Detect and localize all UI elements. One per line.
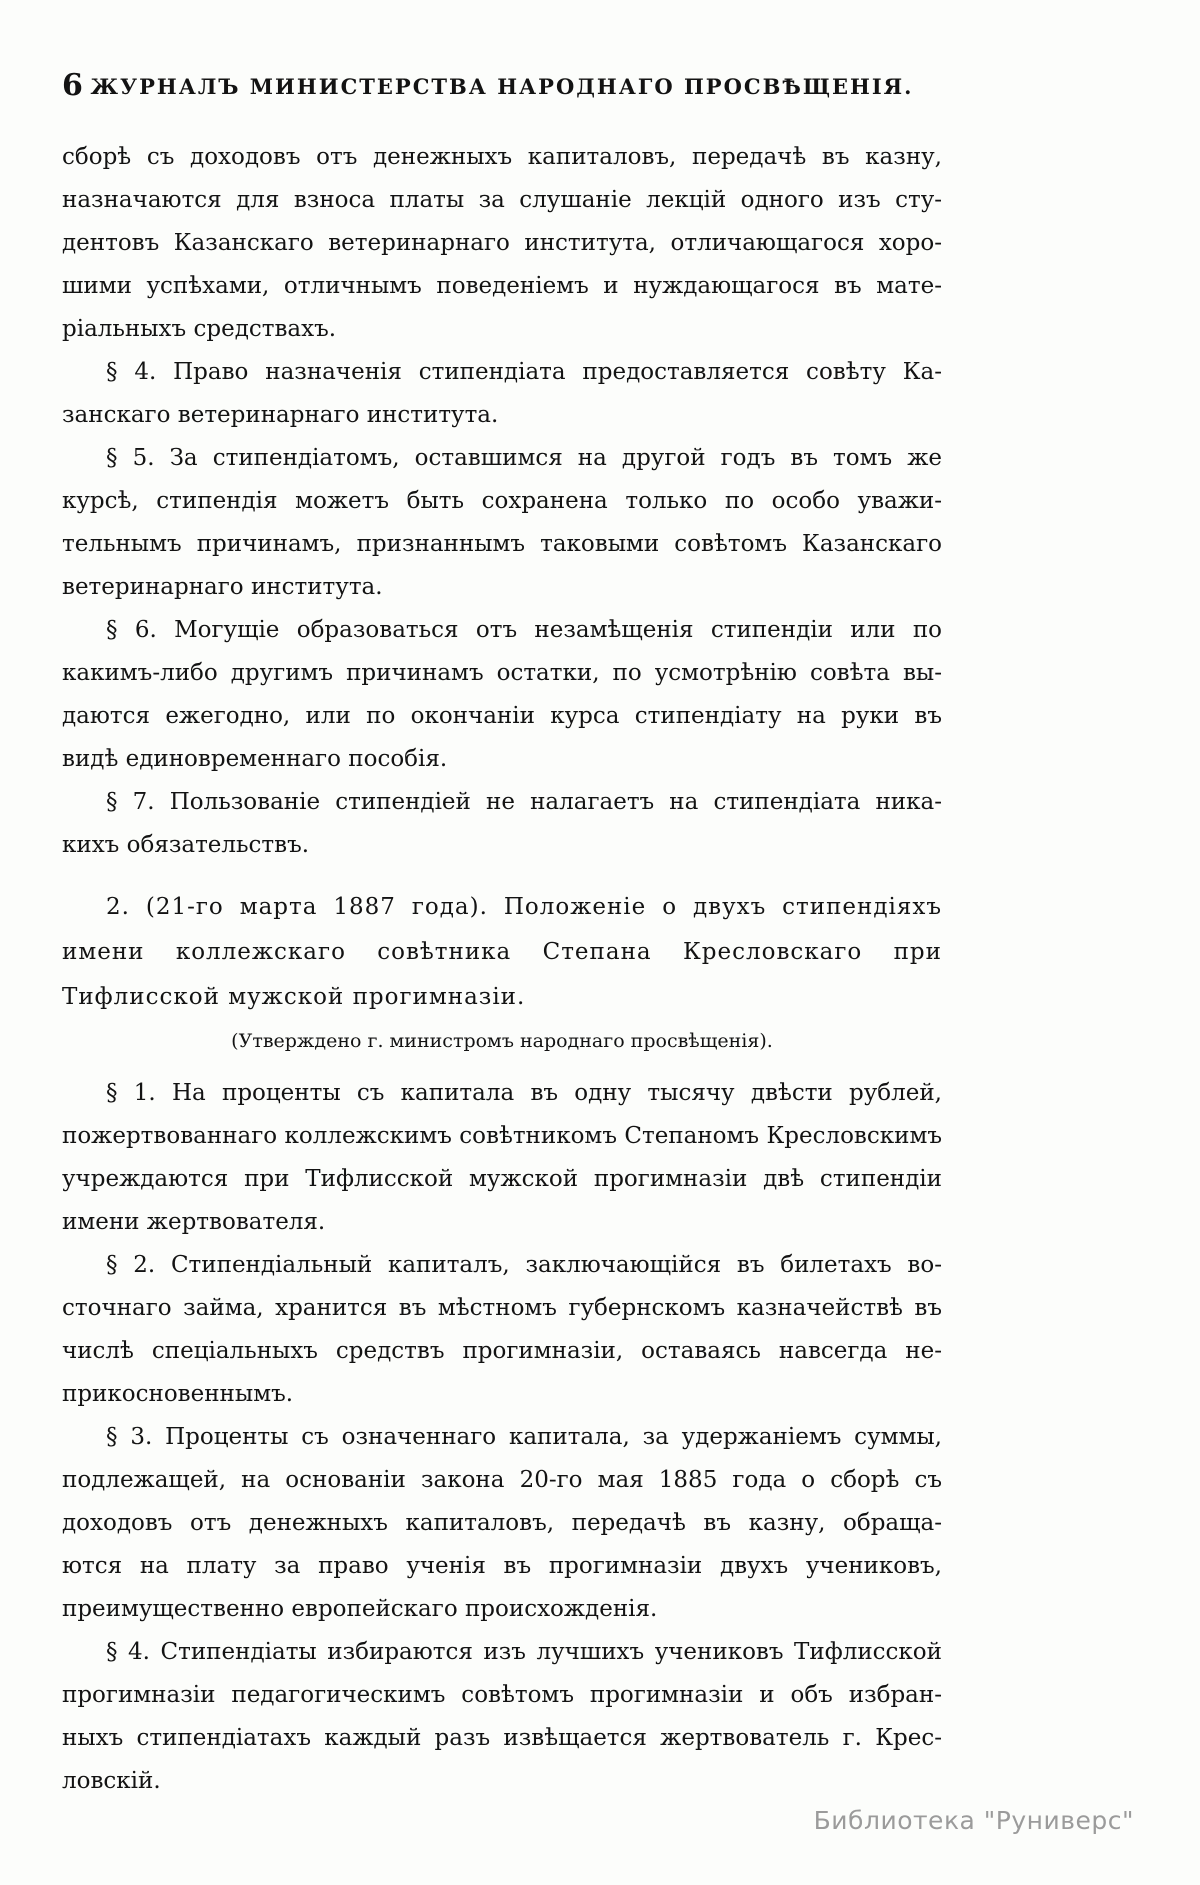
text-line: Тифлисской мужской прогимназіи. bbox=[62, 984, 526, 1010]
section-heading bbox=[62, 885, 942, 1020]
text-line: пожертвованнаго коллежскимъ совѣтникомъ Степаномъ Кресловскимъ bbox=[62, 1123, 942, 1149]
text-line: § 4. Право назначенія стипендіата предоставляется совѣту Ка- bbox=[106, 359, 942, 385]
text-column bbox=[62, 136, 942, 1803]
text-line: какимъ-либо другимъ причинамъ остатки, по усмотрѣнію совѣта вы- bbox=[62, 660, 942, 686]
text-line: прикосновеннымъ. bbox=[62, 1381, 294, 1407]
text-line: шими успѣхами, отличнымъ поведеніемъ и нуждающагося въ мате- bbox=[62, 273, 942, 299]
paragraph bbox=[62, 136, 942, 351]
paragraph bbox=[62, 609, 942, 781]
text-line: прогимназіи педагогическимъ совѣтомъ прогимназіи и объ избран- bbox=[62, 1682, 942, 1708]
paragraph bbox=[62, 1416, 942, 1631]
paragraph bbox=[62, 1631, 942, 1803]
page-header bbox=[0, 0, 1200, 106]
paragraph bbox=[62, 1244, 942, 1416]
page-number: 6 bbox=[62, 68, 83, 103]
approval-note bbox=[62, 1028, 942, 1054]
text-line: (Утверждено г. министромъ народнаго просвѣщенія). bbox=[231, 1030, 773, 1052]
text-line: видѣ единовременнаго пособія. bbox=[62, 746, 448, 772]
paragraph bbox=[62, 437, 942, 609]
text-line: числѣ спеціальныхъ средствъ прогимназіи, оставаясь навсегда не- bbox=[62, 1338, 942, 1364]
text-line: сборѣ съ доходовъ отъ денежныхъ капиталовъ, передачѣ въ казну, bbox=[62, 144, 942, 170]
text-line: § 7. Пользованіе стипендіей не налагаетъ на стипендіата ника- bbox=[106, 789, 942, 815]
text-line: тельнымъ причинамъ, признаннымъ таковыми совѣтомъ Казанскаго bbox=[62, 531, 942, 557]
text-line: § 4. Стипендіаты избираются изъ лучшихъ учениковъ Тифлисской bbox=[106, 1639, 942, 1665]
text-line: § 1. На проценты съ капитала въ одну тысячу двѣсти рублей, bbox=[106, 1080, 942, 1106]
text-line: § 5. За стипендіатомъ, оставшимся на другой годъ въ томъ же bbox=[106, 445, 942, 471]
text-line: ются на плату за право ученія въ прогимназіи двухъ учениковъ, bbox=[62, 1553, 942, 1579]
text-line: 2. (21-го марта 1887 года). Положеніе о двухъ стипендіяхъ bbox=[106, 894, 942, 920]
text-line: ныхъ стипендіатахъ каждый разъ извѣщается жертвователь г. Крес- bbox=[62, 1725, 942, 1751]
text-line: занскаго ветеринарнаго института. bbox=[62, 402, 499, 428]
text-line: учреждаются при Тифлисской мужской прогимназіи двѣ стипендіи bbox=[62, 1166, 942, 1192]
text-line: ветеринарнаго института. bbox=[62, 574, 383, 600]
text-line: ловскій. bbox=[62, 1768, 161, 1794]
text-line: § 2. Стипендіальный капиталъ, заключающійся въ билетахъ во- bbox=[106, 1252, 942, 1278]
text-line: подлежащей, на основаніи закона 20-го мая 1885 года о сборѣ съ bbox=[62, 1467, 942, 1493]
paragraph bbox=[62, 1072, 942, 1244]
text-line: преимущественно европейскаго происхожденія. bbox=[62, 1596, 658, 1622]
text-line: курсѣ, стипендія можетъ быть сохранена только по особо уважи- bbox=[62, 488, 942, 514]
text-line: доходовъ отъ денежныхъ капиталовъ, передачѣ въ казну, обраща- bbox=[62, 1510, 942, 1536]
text-line: § 3. Проценты съ означеннаго капитала, за удержаніемъ суммы, bbox=[106, 1424, 942, 1450]
paragraph bbox=[62, 351, 942, 437]
text-line: § 6. Могущіе образоваться отъ незамѣщенія стипендіи или по bbox=[106, 617, 942, 643]
text-line: кихъ обязательствъ. bbox=[62, 832, 310, 858]
text-line: дентовъ Казанскаго ветеринарнаго института, отличающагося хоро- bbox=[62, 230, 942, 256]
text-line: назначаются для взноса платы за слушаніе лекцій одного изъ сту- bbox=[62, 187, 942, 213]
text-line: имени жертвователя. bbox=[62, 1209, 326, 1235]
text-line: сточнаго займа, хранится въ мѣстномъ губернскомъ казначействѣ въ bbox=[62, 1295, 942, 1321]
running-title: ЖУРНАЛЪ МИНИСТЕРСТВА НАРОДНАГО ПРОСВѢЩЕНІЯ. bbox=[90, 74, 914, 99]
text-line: даются ежегодно, или по окончаніи курса стипендіату на руки въ bbox=[62, 703, 942, 729]
text-line: ріальныхъ средствахъ. bbox=[62, 316, 337, 342]
paragraph bbox=[62, 781, 942, 867]
text-line: имени коллежскаго совѣтника Степана Кресловскаго при bbox=[62, 939, 942, 965]
watermark: Библиотека "Руниверс" bbox=[813, 1806, 1134, 1835]
